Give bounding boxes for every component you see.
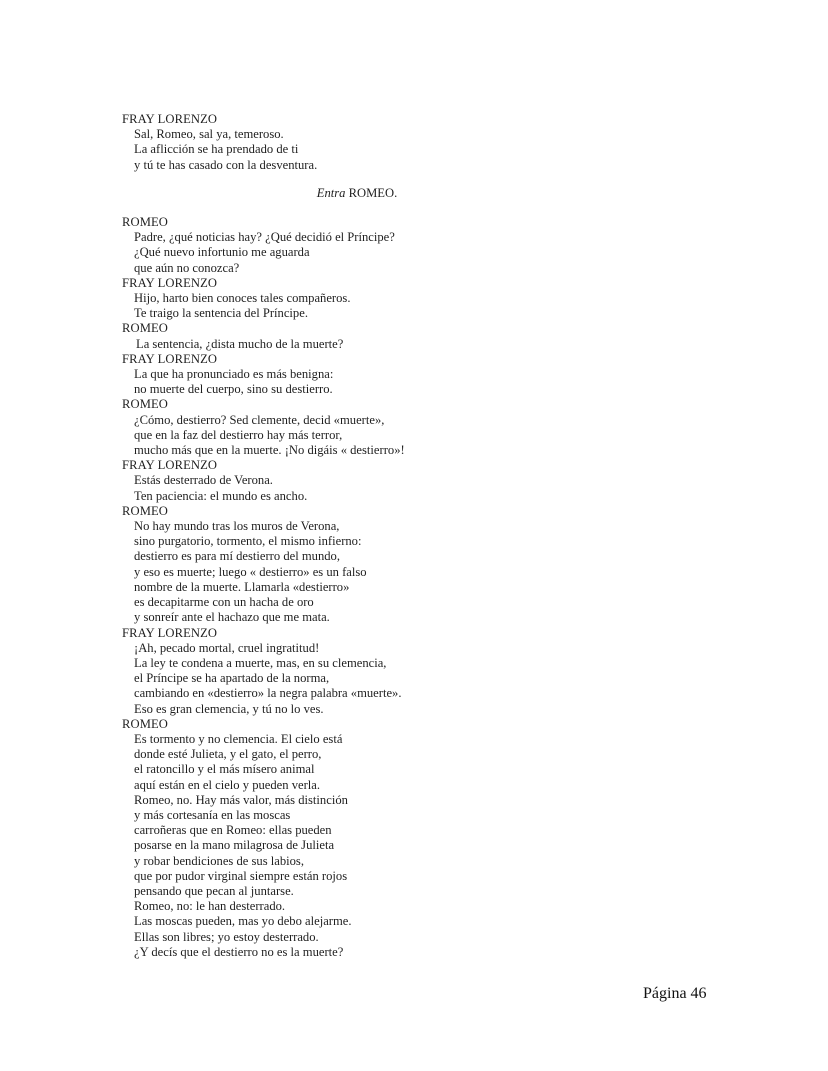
dialogue-line: ¿Cómo, destierro? Sed clemente, decid «muerte»,: [134, 412, 385, 427]
dialogue-line: Ten paciencia: el mundo es ancho.: [134, 488, 308, 503]
speaker-name: FRAY LORENZO: [122, 625, 218, 640]
dialogue-line: ¿Y decís que el destierro no es la muerte?: [134, 944, 344, 959]
dialogue-line: nombre de la muerte. Llamarla «destierro»: [134, 579, 350, 594]
dialogue-line: Romeo, no. Hay más valor, más distinción: [134, 792, 348, 807]
speaker-name: ROMEO: [122, 716, 168, 731]
dialogue-line: Ellas son libres; yo estoy desterrado.: [134, 929, 319, 944]
dialogue-line: La aflicción se ha prendado de ti: [134, 142, 299, 157]
dialogue-line: La ley te condena a muerte, mas, en su clemencia,: [134, 655, 387, 670]
speaker-name: FRAY LORENZO: [122, 112, 218, 126]
dialogue-line: destierro es para mí destierro del mundo,: [134, 549, 340, 564]
play-script-text: [122, 112, 682, 960]
speaker-name: ROMEO: [122, 321, 168, 336]
dialogue-line: ¿Qué nuevo infortunio me aguarda: [134, 245, 310, 260]
dialogue-line: y sonreír ante el hachazo que me mata.: [134, 610, 330, 625]
dialogue-line: posarse en la mano milagrosa de Julieta: [134, 838, 335, 853]
dialogue-line: y más cortesanía en las moscas: [134, 807, 291, 822]
dialogue-line: donde esté Julieta, y el gato, el perro,: [134, 747, 322, 762]
dialogue-line: y tú te has casado con la desventura.: [134, 157, 318, 172]
dialogue-line: Es tormento y no clemencia. El cielo está: [134, 731, 343, 746]
dialogue-line: Sal, Romeo, sal ya, temeroso.: [134, 127, 284, 142]
dialogue-line: carroñeras que en Romeo: ellas pueden: [134, 823, 332, 838]
dialogue-line: aquí están en el cielo y pueden verla.: [134, 777, 321, 792]
stage-direction: [122, 186, 592, 201]
speaker-name: FRAY LORENZO: [122, 351, 218, 366]
dialogue-line: que en la faz del destierro hay más terror,: [134, 427, 343, 442]
dialogue-line: que aún no conozca?: [134, 260, 240, 275]
dialogue-line: no muerte del cuerpo, sino su destierro.: [134, 382, 333, 397]
dialogue-line: Hijo, harto bien conoces tales compañeros.: [134, 291, 351, 306]
dialogue-line: que por pudor virginal siempre están rojos: [134, 868, 348, 883]
dialogue-line: Estás desterrado de Verona.: [134, 473, 273, 488]
dialogue-line: No hay mundo tras los muros de Verona,: [134, 519, 340, 534]
dialogue-line: y eso es muerte; luego « destierro» es un falso: [134, 564, 367, 579]
dialogue-line: La que ha pronunciado es más benigna:: [134, 367, 334, 382]
speaker-name: FRAY LORENZO: [122, 458, 218, 473]
dialogue-line: Padre, ¿qué noticias hay? ¿Qué decidió el Príncipe?: [134, 230, 395, 245]
dialogue-line: Eso es gran clemencia, y tú no lo ves.: [134, 701, 324, 716]
speaker-name: FRAY LORENZO: [122, 275, 218, 290]
dialogue-line: Te traigo la sentencia del Príncipe.: [134, 306, 308, 321]
dialogue-line: es decapitarme con un hacha de oro: [134, 595, 314, 610]
stage-direction-text: ROMEO.: [345, 185, 398, 200]
dialogue-line: Las moscas pueden, mas yo debo alejarme.: [134, 914, 352, 929]
dialogue-line: Romeo, no: le han desterrado.: [134, 899, 286, 914]
speaker-name: ROMEO: [122, 503, 168, 518]
dialogue-line: La sentencia, ¿dista mucho de la muerte?: [136, 336, 344, 351]
speaker-name: ROMEO: [122, 215, 168, 230]
dialogue-line: el ratoncillo y el más mísero animal: [134, 762, 315, 777]
dialogue-line: sino purgatorio, tormento, el mismo infierno:: [134, 534, 362, 549]
stage-direction-italic: Entra: [316, 185, 346, 200]
speaker-name: ROMEO: [122, 397, 168, 412]
dialogue-line: cambiando en «destierro» la negra palabra «muerte».: [134, 686, 402, 701]
dialogue-line: pensando que pecan al juntarse.: [134, 883, 294, 898]
dialogue-line: el Príncipe se ha apartado de la norma,: [134, 671, 330, 686]
dialogue-line: ¡Ah, pecado mortal, cruel ingratitud!: [134, 640, 320, 655]
dialogue-line: mucho más que en la muerte. ¡No digáis « destierro»!: [134, 443, 405, 458]
page-number: Página 46: [643, 985, 707, 1002]
dialogue-line: y robar bendiciones de sus labios,: [134, 853, 304, 868]
